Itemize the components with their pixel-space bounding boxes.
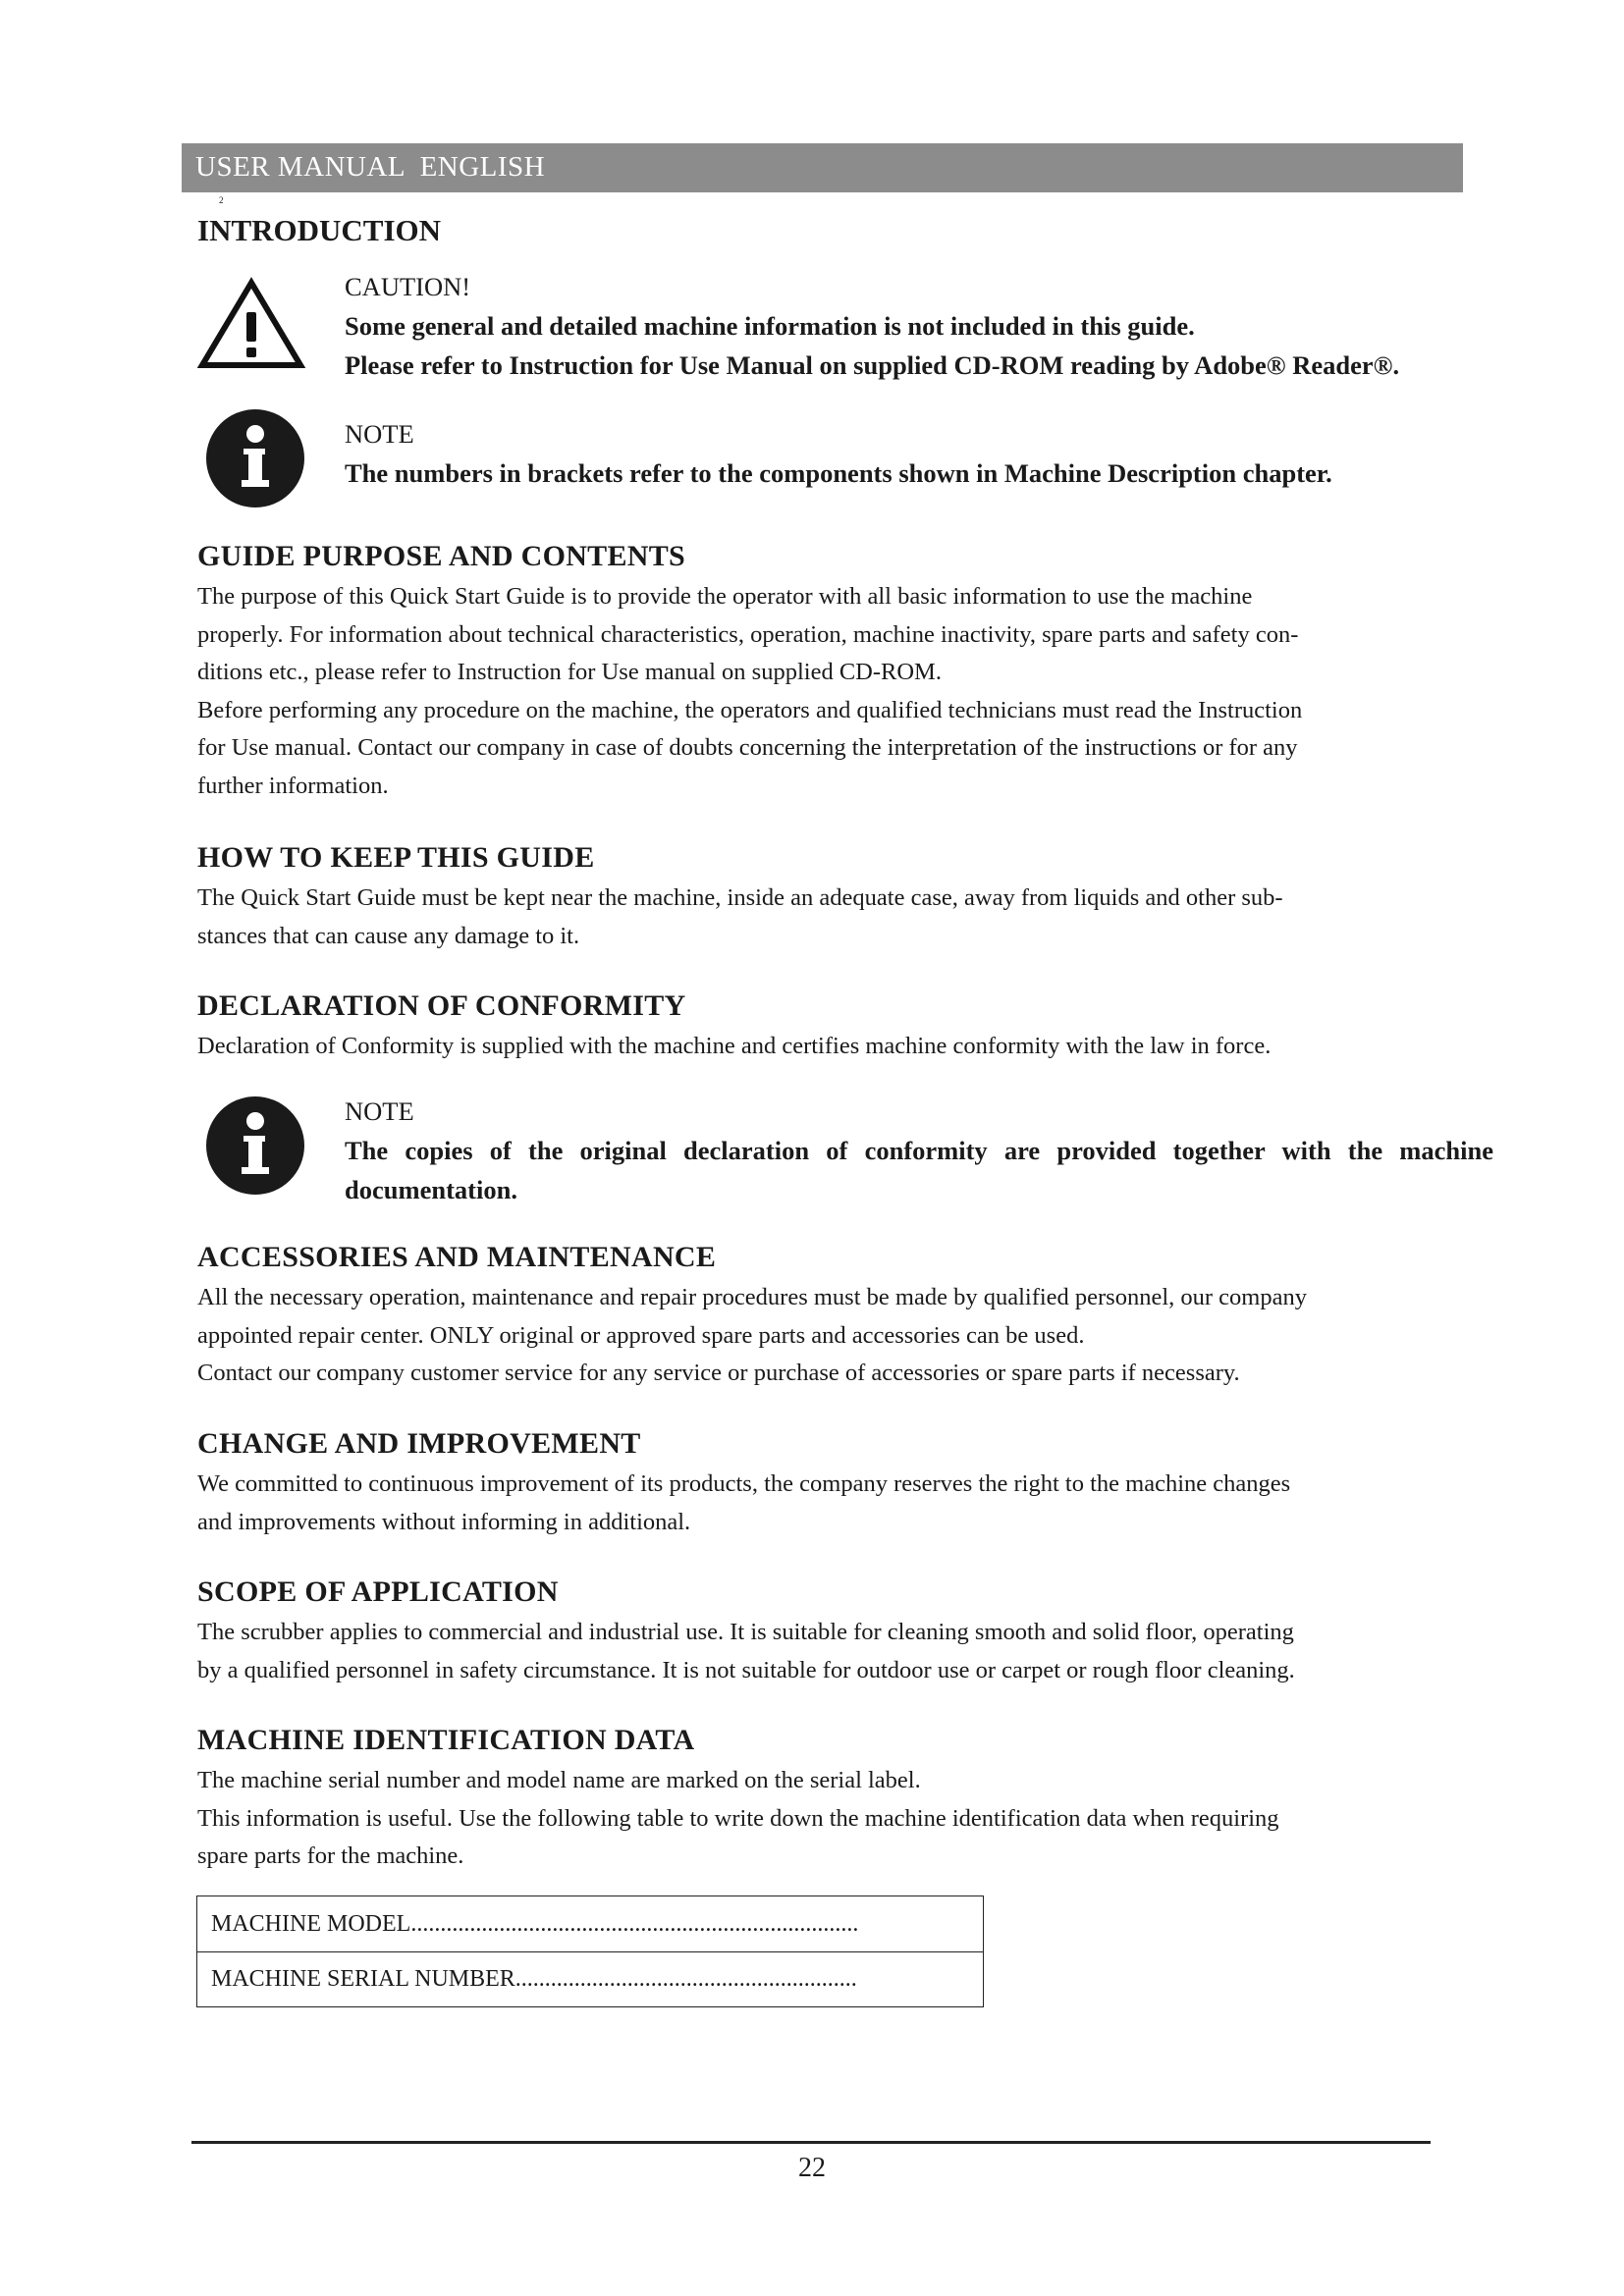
scope-text: The scrubber applies to commercial and industrial use. It is suitable for cleaning smooth and solid floor, operating by a qualified personnel in safety circumstance. It is not suitable for outdoor use or carpet or rough floor cleaning. (197, 1619, 1295, 1683)
scope-title: SCOPE OF APPLICATION (197, 1575, 559, 1608)
info-icon (204, 407, 306, 509)
identification-title: MACHINE IDENTIFICATION DATA (197, 1724, 695, 1756)
caution-line-2: Please refer to Instruction for Use Manual on supplied CD-ROM reading by Adobe® Reader®. (345, 350, 1400, 380)
guide-purpose-title: GUIDE PURPOSE AND CONTENTS (197, 540, 686, 572)
conformity-note-label: NOTE (345, 1096, 414, 1126)
machine-serial-row: MACHINE SERIAL NUMBER.......................................................... (197, 1951, 983, 2006)
note-text: The numbers in brackets refer to the components shown in Machine Description chapter. (345, 458, 1332, 488)
intro-title: INTRODUCTION (197, 213, 442, 247)
conformity-note-line-2: documentation. (345, 1175, 517, 1204)
caution-label: CAUTION! (345, 272, 471, 301)
header-title: USER MANUAL ENGLISH (195, 151, 546, 183)
change-title: CHANGE AND IMPROVEMENT (197, 1427, 641, 1460)
identification-table (196, 1896, 984, 2007)
machine-model-row: MACHINE MODEL............................................................................ (211, 1910, 859, 1937)
note-label: NOTE (345, 419, 414, 449)
note-block (345, 414, 1332, 493)
keep-guide-title: HOW TO KEEP THIS GUIDE (197, 841, 595, 874)
header-mark: 2 (219, 195, 224, 205)
footer-divider (191, 2141, 1431, 2144)
caution-line-1: Some general and detailed machine information is not included in this guide. (345, 311, 1195, 341)
caution-block (345, 267, 1399, 385)
conformity-note-block (345, 1092, 1493, 1209)
warning-icon (196, 277, 306, 371)
header-bar (182, 143, 1463, 192)
change-text: We committed to continuous improvement of its products, the company reserves the right to the machine changes and improvements without informing in additional. (197, 1470, 1291, 1535)
conformity-title: DECLARATION OF CONFORMITY (197, 989, 686, 1022)
conformity-text: Declaration of Conformity is supplied with the machine and certifies machine conformity with the law in force. (197, 1033, 1272, 1059)
identification-text: The machine serial number and model name are marked on the serial label. This information is useful. Use the following table to write down the machine identification data when requiring spare parts for the machine. (197, 1767, 1279, 1869)
accessories-text: All the necessary operation, maintenance and repair procedures must be made by qualified personnel, our company appointed repair center. ONLY original or approved spare parts and accessories can be used. Contact our company customer service for any service or purchase of accessories or spare parts if necessary. (197, 1284, 1307, 1386)
accessories-title: ACCESSORIES AND MAINTENANCE (197, 1241, 717, 1273)
guide-purpose-text: The purpose of this Quick Start Guide is to provide the operator with all basic information to use the machine properly. For information about technical characteristics, operation, machine inactivity, spare parts and safety con- ditions etc., please refer to Instruction for Use manual on supplied CD-ROM. Before performing any procedure on the machine, the operators and qualified technicians must read the Instruction for Use manual. Contact our company in case of doubts concerning the interpretation of the instructions or for any further information. (197, 583, 1303, 799)
conformity-note-line-1: The copies of the original declaration of conformity are provided together with the machine (345, 1136, 1493, 1165)
page-number: 22 (798, 2153, 826, 2183)
info-icon (204, 1095, 306, 1197)
keep-guide-text: The Quick Start Guide must be kept near the machine, inside an adequate case, away from liquids and other sub- stances that can cause any damage to it. (197, 884, 1283, 949)
